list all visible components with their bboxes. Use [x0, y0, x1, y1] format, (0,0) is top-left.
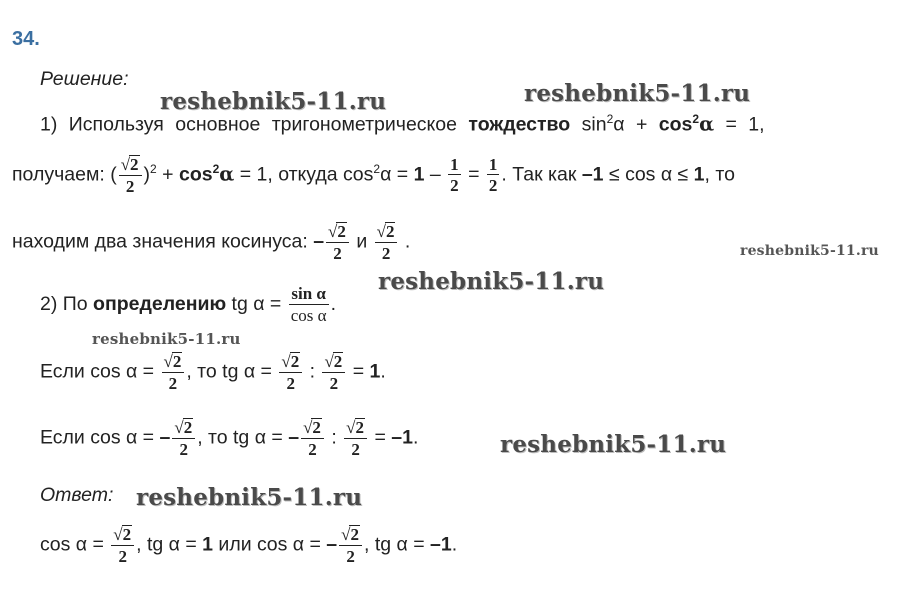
fraction-1-2: $\frac{1}{2}$: [450, 154, 459, 196]
step1-line2: получаем: ( $\frac{√2}{2}$ )$^2 + \cos^2\alpha = 1$, откуда $\cos^2\alpha = 1$ – $\frac{1}{2}$ = $\frac{1}{2}$ . Так как –1 ≤ cos α ≤ 1, то: [12, 154, 735, 196]
case2-line: Если cos α = – $\frac{√2}{2}$ , то tg α = – $\frac{√2}{2}$ : $\frac{√2}{2}$ = –1.: [40, 418, 419, 459]
fraction-sqrt2-2: $\frac{√2}{2}$: [119, 155, 142, 196]
watermark: reshebnik5-11.ru: [740, 243, 879, 259]
answer-label: Ответ:: [40, 484, 114, 506]
fraction-sqrt2-2: $\frac{√2}{2}$: [301, 418, 324, 459]
definition-term: определению: [93, 293, 227, 315]
fraction-sqrt2-2: $\frac{√2}{2}$: [326, 222, 349, 263]
sin-label: sin: [581, 113, 607, 136]
fraction-sqrt2-2: $\frac{√2}{2}$: [172, 418, 195, 459]
watermark: reshebnik5-11.ru: [378, 268, 605, 295]
answer-line: cos α = $\frac{√2}{2}$ , tg α = 1 или cos α = – $\frac{√2}{2}$ , tg α = –1.: [40, 525, 458, 566]
watermark: reshebnik5-11.ru: [136, 484, 363, 511]
fraction-sqrt2-2: $\frac{√2}{2}$: [279, 352, 302, 393]
fraction-sin-cos: $\frac{\text{sin α}}{\text{cos α}}$: [290, 284, 327, 325]
step1-line1: 1) Используя основное тригонометрическое тождество $\sin^2\alpha + \cos^2\alpha = 1$,: [40, 112, 765, 136]
fraction-sqrt2-2: $\frac{√2}{2}$: [339, 525, 362, 566]
fraction-sqrt2-2: $\frac{√2}{2}$: [111, 525, 134, 566]
identity-term: тождество: [468, 113, 571, 136]
solution-label: Решение:: [40, 68, 129, 90]
watermark: reshebnik5-11.ru: [524, 80, 751, 107]
problem-number: 34.: [12, 28, 40, 50]
watermark: reshebnik5-11.ru: [92, 330, 241, 348]
watermark: reshebnik5-11.ru: [500, 431, 727, 458]
case1-line: Если cos α = $\frac{√2}{2}$ , то tg α = $\frac{√2}{2}$ : $\frac{√2}{2}$ = 1.: [40, 352, 386, 393]
step1-line3: находим два значения косинуса: – $\frac{√2}{2}$ и $\frac{√2}{2}$ .: [12, 222, 411, 263]
watermark: reshebnik5-11.ru: [160, 88, 387, 115]
fraction-sqrt2-2: $\frac{√2}{2}$: [162, 352, 185, 393]
fraction-sqrt2-2: $\frac{√2}{2}$: [344, 418, 367, 459]
fraction-sqrt2-2: $\frac{√2}{2}$: [375, 222, 398, 263]
step2-line: 2) По определению tg α = $\frac{\text{sin α}}{\text{cos α}}$ .: [40, 284, 336, 325]
fraction-sqrt2-2: $\frac{√2}{2}$: [322, 352, 345, 393]
step1-text: 1) Используя основное тригонометрическое: [40, 113, 457, 136]
fraction-1-2: $\frac{1}{2}$: [488, 154, 498, 196]
